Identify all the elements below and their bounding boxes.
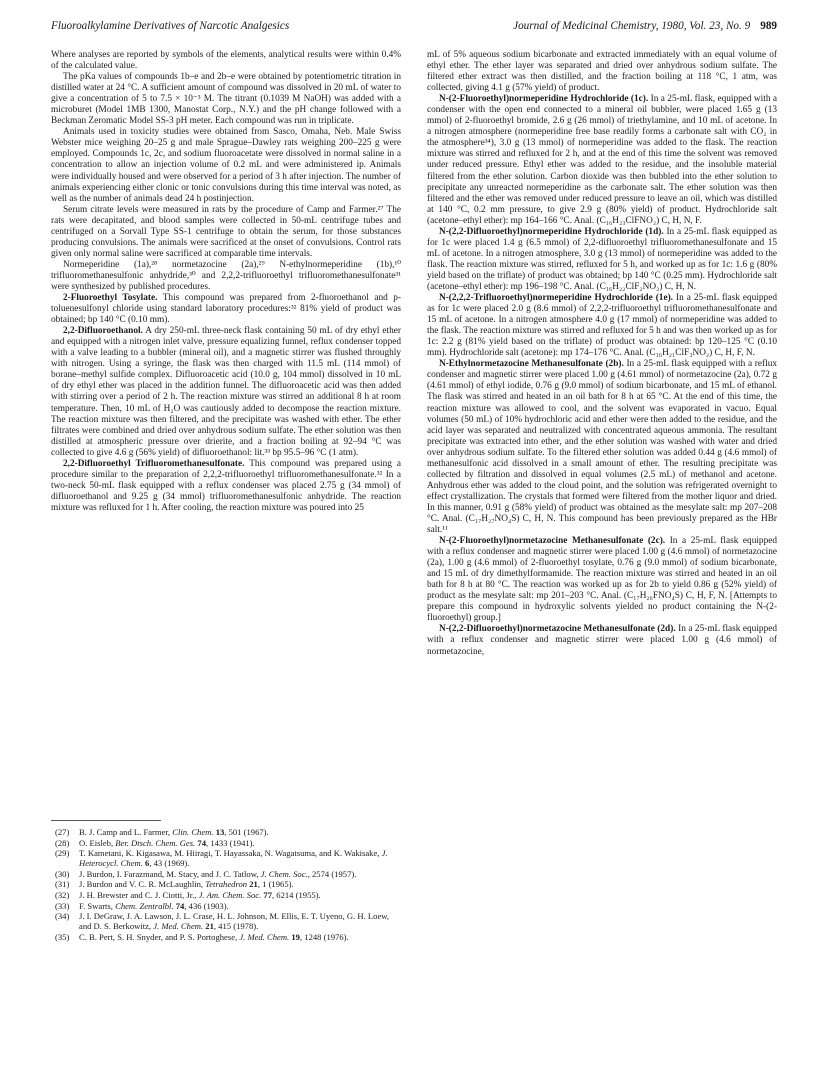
reference-item bbox=[51, 848, 401, 868]
section-heading: N-(2,2-Difluoroethyl)normeperidine Hydrochloride (1d). bbox=[439, 226, 664, 237]
reference-journal: Tetrahedron bbox=[205, 879, 248, 890]
reference-item bbox=[51, 838, 401, 848]
reference-volume: 13 bbox=[215, 827, 225, 837]
reference-journal: J. Heterocycl. Chem. bbox=[79, 848, 388, 869]
reference-authors: O. Eisleb, bbox=[79, 837, 116, 848]
section-body: In a 25-mL flask equipped with a reflux condenser and magnetic stirrer were placed 1.00 g (4.6 mmol) of normetazocine (2a), 1.00 g (4.6 mmol) of 2-fluoroethyl tosylate, 0.76 g (9.0 mmol) of sodium bicarbonate, and 15 mL of dry dimethylformamide. The reaction mixture was stirred and heated in an oil bath for 8 h at 80 °C. The reaction was worked up as for 2b to yield 0.86 g (52% yield) of product as the mesylate salt: mp 201–203 °C. Anal. (C₁₇H₂₆FNO₄S) C, H, F, N. [Attempts to prepare this compound in hydroxylic solvents yielded no product containing the N-(2-fluoroethyl) group.] bbox=[427, 536, 777, 624]
section-heading: N-Ethylnormetazocine Methanesulfonate (2b). bbox=[439, 359, 624, 370]
reference-item bbox=[51, 869, 401, 879]
reference-text bbox=[79, 838, 401, 848]
references bbox=[51, 820, 401, 943]
section-heading: 2,2-Difluoroethyl Trifluoromethanesulfonate. bbox=[63, 458, 245, 469]
section-heading: N-(2,2,2-Trifluoroethyl)normeperidine Hydrochloride (1e). bbox=[439, 293, 673, 304]
reference-volume: 19 bbox=[291, 931, 300, 942]
reference-item bbox=[51, 901, 401, 911]
reference-volume: 74 bbox=[197, 837, 206, 848]
paragraph-serum-citrate: Serum citrate levels were measured in rats by the procedure of Camp and Farmer.²⁷ The rats were decapitated, and blood samples were collected in 50-mL centrifuge tubes and centrifuged on a Sorvall Type SS-1 centrifuge to obtain the serum, for those substances producing convulsions. The animals were sacrificed at the onset of convulsions. Control rats given only normal saline were sacrificed at comparable time intervals. bbox=[51, 204, 401, 259]
reference-authors: J. Burdon, I. Farazmand, M. Stacy, and J. C. Tatlow, bbox=[79, 868, 261, 879]
reference-number: (30) bbox=[55, 868, 70, 879]
paragraph-compound-1e bbox=[427, 293, 777, 359]
reference-pages-year: , 1 (1965). bbox=[257, 879, 294, 890]
section-body: This compound was prepared from 2-fluoroethanol and p-toluenesulfonyl chloride using standard laboratory procedures:³² 81% yield of product was obtained; bp 140 °C (0.10 mm). bbox=[51, 293, 401, 326]
reference-number: (32) bbox=[55, 890, 70, 901]
reference-journal: Ber. Dtsch. Chem. Ges. bbox=[115, 837, 196, 848]
reference-authors: B. J. Camp and L. Farmer, bbox=[79, 827, 173, 837]
reference-authors: J. I. DeGraw, J. A. Lawson, J. L. Crase, H. L. Johnson, M. Ellis, E. T. Uyeno, G. H. Loew, and D. S. Berkowitz, bbox=[79, 911, 390, 932]
paragraph-compound-1c bbox=[427, 94, 777, 227]
section-body: In a 25-mL flask equipped as for 1c were placed 1.4 g (6.5 mmol) of 2,2-difluoroethyl trifluoromethanesulfonate and 15 mL of acetone. In a nitrogen atmosphere, 3.0 g (13 mmol) of normeperidine was added to the flask. The reaction mixture was stirred, refluxed for 5 h, and worked up as for 1c: 1.6 g (80% yield based on the triflate) of product was obtained; bp 140 °C (0.25 mm). Hydrochloride salt (acetone–ethyl ether): mp 196–198 °C. Anal. (C₁₆H₂₂ClF₂NO₂) C, H, N. bbox=[427, 226, 778, 292]
reference-pages-year: , 501 (1967). bbox=[224, 827, 269, 837]
paragraph-compound-2c bbox=[427, 536, 777, 624]
paragraph-pka: The pKa values of compounds 1b–e and 2b–e were obtained by potentiometric titration in distilled water at 24 °C. A sufficient amount of compound was dissolved in 20 mL of water to give a concentration of 5 to 7.5 × 10⁻³ M. The titrant (0.1039 M NaOH) was added with a microburet (Model 1MB 1300, Manostat Corp., N.Y.) and the pH change followed with a Beckman Zeromatic Model SS-3 pH meter. Each compound was run in triplicate. bbox=[51, 72, 401, 127]
reference-text bbox=[79, 827, 401, 837]
reference-number: (28) bbox=[55, 837, 70, 848]
reference-text bbox=[79, 932, 401, 942]
reference-text bbox=[79, 911, 401, 931]
footnote-divider bbox=[51, 820, 161, 821]
reference-pages-year: , 6214 (1955). bbox=[271, 890, 321, 901]
reference-authors: F. Swarts, bbox=[79, 900, 116, 911]
reference-number: (34) bbox=[55, 911, 70, 922]
reference-authors: T. Kametani, K. Kigasawa, M. Hiiragi, T. Hayassaka, N. Wagatsuma, and K. Wakisake, bbox=[79, 848, 382, 859]
reference-journal: Chem. Zentralbl. bbox=[115, 900, 174, 911]
paragraph-difluoroethanol bbox=[51, 326, 401, 459]
reference-pages-year: , 2574 (1957). bbox=[307, 868, 357, 879]
running-header bbox=[51, 20, 777, 36]
reference-list bbox=[51, 827, 401, 942]
reference-journal: J. Chem. Soc. bbox=[260, 868, 308, 879]
reference-item bbox=[51, 827, 401, 837]
section-heading: N-(2,2-Difluoroethyl)normetazocine Methanesulfonate (2d). bbox=[439, 624, 676, 635]
reference-item bbox=[51, 932, 401, 942]
reference-text bbox=[79, 890, 401, 900]
reference-authors: J. Burdon and V. C. R. McLaughlin, bbox=[79, 879, 206, 890]
page-number: 989 bbox=[760, 20, 777, 32]
section-body: A dry 250-mL three-neck flask containing 50 mL of dry ethyl ether and equipped with a nitrogen inlet valve, pressure equalizing funnel, reflux condenser topped with a valve leading to a bubbler (mineral oil), and a magnetic stirrer was flushed throughly with nitrogen. Using a syringe, the flask was then charged with 11.5 mL (114 mmol) of borane–methyl sulfide complex. Difluoroacetic acid (10.0 g, 104 mmol) dissolved in 10 mL of dry ethyl ether was placed in the addition funnel. The difluoroacetic acid was then added with stirring over a period of 2 h. The reaction mixture was stirred an additional 8 h at room temperature. Then, 10 mL of H₂O was cautiously added to decompose the reaction mixture. The reaction mixture was then filtered, and the precipitate was washed with ether. The ether filtrates were combined and dried over anhydrous sodium sulfate. The ether solution was then distilled at atmospheric pressure over drierite, and a fraction boiling at 92–94 °C was collected to give 4.6 g (56% yield) of difluoroethanol: lit.³³ bp 95.5–96 °C (1 atm). bbox=[51, 326, 401, 458]
reference-number: (33) bbox=[55, 900, 70, 911]
section-body: In a 25-mL flask equipped with a reflux condenser and magnetic stirrer were placed 1.00 g (4.61 mmol) of normetazocine (2a), 0.72 g (4.61 mmol) of ethyl iodide, 0.76 g (9.0 mmol) of sodium bicarbonate, and 15 mL of ethanol. The flask was stirred and heated in an oil bath for 8 h at 65 °C. At the end of this time, the reaction mixture was allowed to cool, and the solvent was evaporated in vacuo. Equal volumes (50 mL) of 10% hydrochloric acid and ether were then added to the residue, and the acid layer was separated and neutralized with concentrated aqueous ammonia. The resultant precipitate was extracted into ether, and the ether solution was washed with water and dried over anhydrous sodium sulfate. To the filtered ether solution was added 0.44 g (4.6 mmol) of methanesulfonic acid dissolved in a small amount of ether. The resulting precipitate was collected by filtration and dissolved in equal volumes (2.5 mL) of methanol and acetone. Anhydrous ether was added to the cloud point, and the solution was refrigerated overnight to effect crystallization. The crystals that formed were filtered from the mother liquor and dried. In this manner, 0.91 g (58% yield) of product was obtained as the mesylate salt: mp 207–208 °C. Anal. (C₁₇H₂₇NO₄S) C, H, N. This compound has been previously prepared as the HBr salt.¹¹ bbox=[427, 359, 777, 536]
reference-volume: 21 bbox=[249, 879, 258, 890]
paragraph-compound-1d bbox=[427, 227, 777, 293]
section-body: This compound was prepared using a procedure similar to the preparation of 2,2,2-trifluoroethyl trifluoromethanesulfonate.³² In a two-neck 50-mL flask equipped with a reflux condenser was placed 2.75 g (34 mmol) of difluoroethanol and 9.25 g (34 mmol) trifluoromethanesulfonic anhydride. The reaction mixture was refluxed for 1 h. After cooling, the reaction mixture was poured into 25 bbox=[51, 458, 401, 513]
reference-text bbox=[79, 901, 401, 911]
paragraph-starting-materials: Normeperidine (1a),²⁸ normetazocine (2a),²⁹ N-ethylnormeperidine (1b),¹⁰ trifluoromethanesulfonic anhydride,³⁰ and 2,2,2-trifluoroethyl trifluoromethanesulfonate³¹ were synthesized by published procedures. bbox=[51, 259, 401, 292]
running-title: Fluoroalkylamine Derivatives of Narcotic Analgesics bbox=[51, 20, 290, 32]
reference-volume: 6 bbox=[145, 858, 150, 869]
reference-volume: 77 bbox=[263, 890, 272, 901]
reference-authors: C. B. Pert, S. H. Snyder, and P. S. Portoghese, bbox=[79, 931, 240, 942]
reference-pages-year: , 1248 (1976). bbox=[299, 931, 349, 942]
reference-number: (27) bbox=[55, 827, 70, 837]
right-column bbox=[427, 50, 777, 658]
paragraph-difluoroethyl-triflate bbox=[51, 459, 401, 514]
section-body: In a 25-mL flask, equipped with a condenser with the open end connected to a mineral oil bubbler, were placed 1.65 g (13 mmol) of 2-fluoroethyl bromide, 2.6 g (26 mmol) of triethylamine, and 10 mL of acetone. In a nitrogen atmosphere (normeperidine free base readily forms a carbonate salt with CO₂ in the atmosphere³⁴), 3.0 g (13 mmol) of normeperidine was added to the flask. The reaction mixture was stirred and refluxed for 2 h, and at the end of this time the solvent was removed under reduced pressure. Ethyl ether was added to the residue, and the insoluble material filtered from the ether solution. Carbon dioxide was then bubbled into the ether solution to precipitate any unreacted normeperidine as the carbonate salt. The ether solution was then filtered and the ether was removed under reduced pressure to leave an oil, which was distilled at 140 °C, 0.2 mm pressure, to give 2.9 g (80% yield) of product. Hydrochloride salt (acetone–ethyl ether): mp 164–166 °C. Anal. (C₁₆H₂₃ClFNO₂) C, H, N, F. bbox=[427, 94, 777, 226]
reference-text bbox=[79, 848, 401, 868]
reference-volume: 74 bbox=[175, 900, 185, 911]
reference-pages-year: , 43 (1969). bbox=[149, 858, 190, 869]
section-heading: N-(2-Fluoroethyl)normeperidine Hydrochloride (1c). bbox=[439, 94, 649, 105]
reference-number: (29) bbox=[55, 848, 70, 859]
reference-journal: Clin. Chem. bbox=[172, 827, 214, 837]
paragraph-analysis-note: Where analyses are reported by symbols of the elements, analytical results were within 0.4% of the calculated value. bbox=[51, 50, 401, 72]
reference-journal: J. Med. Chem. bbox=[239, 931, 290, 942]
reference-text bbox=[79, 879, 401, 889]
reference-pages-year: , 1433 (1941). bbox=[206, 837, 255, 848]
paragraph-continuation: mL of 5% aqueous sodium bicarbonate and extracted immediately with an equal volume of ethyl ether. The ether layer was separated and dried over anhydrous sodium sulfate. The filtered ether extract was then distilled, and the fraction boiling at 118 °C, 1 atm, was collected, giving 4.1 g (57% yield) of product. bbox=[427, 50, 777, 94]
reference-pages-year: , 415 (1978). bbox=[213, 921, 259, 932]
reference-number: (35) bbox=[55, 931, 70, 942]
reference-pages-year: , 436 (1903). bbox=[184, 900, 229, 911]
paragraph-fluoroethyl-tosylate bbox=[51, 293, 401, 326]
section-body: In a 25-mL flask equipped as for 1c were placed 2.0 g (8.6 mmol) of 2,2,2-trifluoroethyl trifluoromethanesulfonate and 15 mL of acetone. In a nitrogen atmosphere 4.0 g (17 mmol) of normeperidine was added to the flask. The reaction mixture was stirred and refluxed for 5 h and was then worked up as for 1c: 2.2 g (81% yield based on the triflate) of product was obtained: bp 120–125 °C (0.10 mm). Hydrochloride salt (acetone): mp 174–176 °C. Anal. (C₁₆H₂₁ClF₃NO₂) C, H, F, N. bbox=[427, 293, 777, 359]
section-heading: N-(2-Fluoroethyl)normetazocine Methanesulfonate (2c). bbox=[439, 536, 666, 547]
section-heading: 2,2-Difluoroethanol. bbox=[63, 326, 143, 337]
section-body: In a 25-mL flask equipped with a reflux condenser and magnetic stirrer were placed 1.00 g (4.6 mmol) of normetazocine, bbox=[427, 624, 777, 657]
reference-journal: J. Med. Chem. bbox=[153, 921, 204, 932]
reference-text bbox=[79, 869, 401, 879]
reference-volume: 21 bbox=[205, 921, 214, 932]
reference-item bbox=[51, 879, 401, 889]
section-heading: 2-Fluoroethyl Tosylate. bbox=[63, 293, 158, 304]
reference-authors: J. H. Brewster and C. J. Ciotti, Jr., bbox=[79, 890, 199, 901]
journal-citation bbox=[513, 20, 777, 32]
reference-item bbox=[51, 890, 401, 900]
journal-line: Journal of Medicinal Chemistry, 1980, Vol. 23, No. 9 bbox=[513, 20, 751, 32]
paragraph-toxicity: Animals used in toxicity studies were obtained from Sasco, Omaha, Neb. Male Swiss Webster mice weighing 20–25 g and male Sprague–Dawley rats weighing 200–225 g were employed. Compounds 1c, 2c, and sodium fluoroacetate were dissolved in normal saline in a concentration to allow an injection volume of 0.2 mL and were administered ip. Animals were individually housed and were observed for a period of 3 h after injection. The number of animals experiencing either clonic or tonic convulsions during this time interval was noted, as well as the number of animals dead 24 h postinjection. bbox=[51, 127, 401, 204]
paragraph-compound-2d bbox=[427, 624, 777, 657]
reference-item bbox=[51, 911, 401, 931]
paragraph-compound-2b bbox=[427, 359, 777, 536]
reference-number: (31) bbox=[55, 879, 70, 890]
reference-journal: J. Am. Chem. Soc. bbox=[198, 890, 262, 901]
left-column bbox=[51, 50, 401, 514]
